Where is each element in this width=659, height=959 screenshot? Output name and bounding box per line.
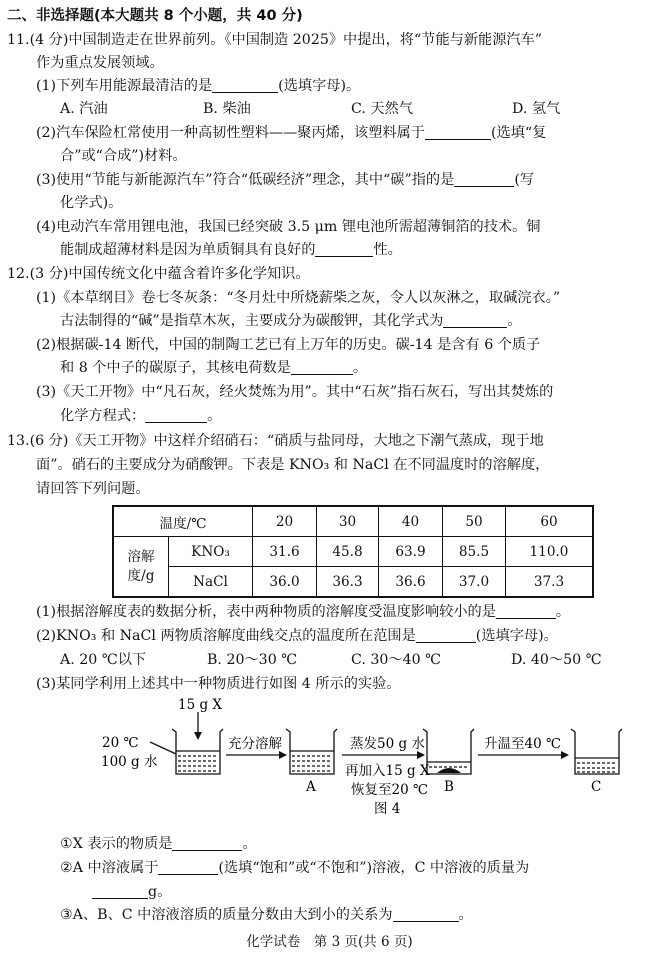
value-cell: 36.3: [317, 567, 379, 598]
value-cell: 37.3: [506, 567, 594, 598]
fig-left-temp: 20 ℃: [102, 735, 139, 751]
table-row: [113, 567, 593, 598]
option-c: C. 天然气: [351, 101, 413, 117]
temp-cell: 20: [253, 506, 317, 537]
fig-step2b: 再加入15 g X: [345, 763, 430, 779]
q12-part1-line2: 古法制得的“碱”是指草木灰，主要成分为碳酸钾，其化学式为 。: [60, 313, 522, 329]
value-cell: 36.6: [379, 567, 443, 598]
fig-step2c: 恢复至20 ℃: [351, 782, 429, 798]
answer-blank[interactable]: [92, 883, 148, 899]
option-b: B. 柴油: [203, 101, 251, 117]
q12-part3-line1: (3)《天工开物》中“凡石灰，经火焚炼为用”。其中“石灰”指石灰石，写出其焚炼的: [36, 384, 554, 400]
answer-blank[interactable]: [496, 603, 556, 619]
answer-blank[interactable]: [416, 627, 476, 643]
fig-caption: 图 4: [374, 801, 401, 817]
table-header-row: [113, 506, 593, 537]
fig-step2: 蒸发50 g 水: [350, 736, 425, 752]
q11-stem-line2: 作为重点发展领域。: [36, 55, 164, 71]
q12-part3-line2: 化学方程式： 。: [60, 408, 222, 424]
beaker-c: [571, 729, 622, 774]
temp-cell: 30: [317, 506, 379, 537]
q13-stem-line3: 请回答下列问题。: [36, 481, 150, 497]
value-cell: 36.0: [253, 567, 317, 598]
q11-part2-line1: (2)汽车保险杠常使用一种高韧性塑料——聚丙烯，该塑料属于 (选填“复: [36, 125, 547, 141]
q11-part3-line1: (3)使用“节能与新能源汽车”符合“低碳经济”理念，其中“碳”指的是 (写: [36, 172, 535, 188]
value-cell: 63.9: [379, 537, 443, 567]
q13-stem-line2: 面”。硝石的主要成分为硝酸钾。下表是 KNO₃ 和 NaCl 在不同温度时的溶解度，: [36, 457, 550, 473]
arrowhead: [194, 732, 202, 740]
fig-top-label: 15 g X: [178, 697, 223, 713]
answer-blank[interactable]: [212, 77, 278, 93]
arrowhead: [417, 751, 425, 759]
value-cell: 31.6: [253, 537, 317, 567]
q13-sub3: ③A、B、C 中溶液溶质的质量分数由大到小的关系为 。: [60, 907, 473, 923]
answer-blank[interactable]: [315, 241, 373, 257]
substance-cell: NaCl: [169, 567, 253, 598]
fig-label-a: A: [306, 779, 316, 795]
temp-cell: 40: [379, 506, 443, 537]
value-cell: 85.5: [443, 537, 506, 567]
temp-header: 温度/℃: [113, 506, 253, 537]
section-header: 二、非选择题(本大题共 8 个小题，共 40 分): [7, 8, 303, 24]
temp-cell: 60: [506, 506, 594, 537]
option-d: D. 氢气: [512, 101, 561, 117]
q11-part2-line2: 合”或“合成”)材料。: [60, 148, 187, 164]
fig-step3: 升温至40 ℃: [484, 736, 562, 752]
option-c: C. 30～40 ℃: [351, 652, 442, 668]
water-pointer: [150, 742, 176, 754]
q11-part4-line1: (4)电动汽车常用锂电池，我国已经突破 3.5 μm 锂电池所需超薄铜箔的技术。铜: [36, 219, 541, 235]
answer-blank[interactable]: [443, 312, 507, 328]
q12-stem: 12.(3 分)中国传统文化中蕴含着许多化学知识。: [7, 266, 310, 282]
q12-part1-line1: (1)《本草纲目》卷七冬灰条：“冬月灶中所烧薪柴之灰，令人以灰淋之，取碱浣衣。”: [36, 290, 561, 306]
arrowhead: [279, 751, 287, 759]
experiment-figure: [0, 690, 659, 830]
value-cell: 110.0: [506, 537, 594, 567]
option-b: B. 20～30 ℃: [207, 652, 298, 668]
fig-left-water: 100 g 水: [101, 754, 158, 770]
q13-part2: (2)KNO₃ 和 NaCl 两物质溶解度曲线交点的温度所在范围是 (选填字母)。: [36, 628, 558, 644]
q13-part2-options: [60, 650, 602, 670]
q11-stem-line1: 11.(4 分)中国制造走在世界前列。《中国制造 2025》中提出，将“节能与新能源汽车”: [7, 32, 543, 48]
answer-blank[interactable]: [291, 359, 353, 375]
q12-part2-line1: (2)根据碳-14 断代，中国的制陶工艺已有上万年的历史。碳-14 是含有 6 个质子: [36, 337, 541, 353]
q11-part1: (1)下列车用能源最清洁的是 (选填字母)。: [36, 78, 361, 94]
value-cell: 45.8: [317, 537, 379, 567]
q13-part1: (1)根据溶解度表的数据分析，表中两种物质的溶解度受温度影响较小的是 。: [36, 604, 571, 620]
answer-blank[interactable]: [172, 835, 242, 851]
q12-part2-line2: 和 8 个中子的碳原子，其核电荷数是 。: [60, 360, 368, 376]
page-footer: 化学试卷 第 3 页(共 6 页): [246, 934, 413, 950]
q13-sub2-line1: ②A 中溶液属于 (选填“饱和”或“不饱和”)溶液，C 中溶液的质量为: [60, 860, 530, 876]
q11-part4-line2: 能制成超薄材料是因为单质铜具有良好的 性。: [60, 242, 402, 258]
option-a: A. 汽油: [60, 101, 108, 117]
q11-part3-line2: 化学式)。: [60, 195, 123, 211]
q13-part3: (3)某同学利用上述其中一种物质进行如图 4 所示的实验。: [36, 676, 401, 692]
table-row: [113, 537, 593, 567]
fig-label-b: B: [444, 779, 454, 795]
fig-label-c: C: [591, 779, 602, 795]
q13-stem-line1: 13.(6 分)《天工开物》中这样介绍硝石：“硝质与盐同母，大地之下潮气蒸成，现于地: [7, 433, 544, 449]
option-d: D. 40～50 ℃: [511, 652, 602, 668]
arrowhead: [561, 751, 569, 759]
answer-blank[interactable]: [425, 124, 491, 140]
answer-blank[interactable]: [158, 859, 218, 875]
q13-sub1: ①X 表示的物质是 。: [60, 836, 257, 852]
fig-step1: 充分溶解: [228, 736, 282, 752]
answer-blank[interactable]: [393, 906, 459, 922]
undissolved-solid: [437, 768, 461, 773]
row-header: 溶解度/g: [113, 537, 169, 598]
answer-blank[interactable]: [454, 171, 514, 187]
q11-part1-options: [60, 99, 560, 119]
option-a: A. 20 ℃以下: [60, 652, 147, 668]
q13-sub2-line2: g。: [92, 882, 171, 902]
solubility-table: [112, 505, 594, 598]
value-cell: 37.0: [443, 567, 506, 598]
substance-cell: KNO₃: [169, 537, 253, 567]
answer-blank[interactable]: [145, 407, 207, 423]
temp-cell: 50: [443, 506, 506, 537]
